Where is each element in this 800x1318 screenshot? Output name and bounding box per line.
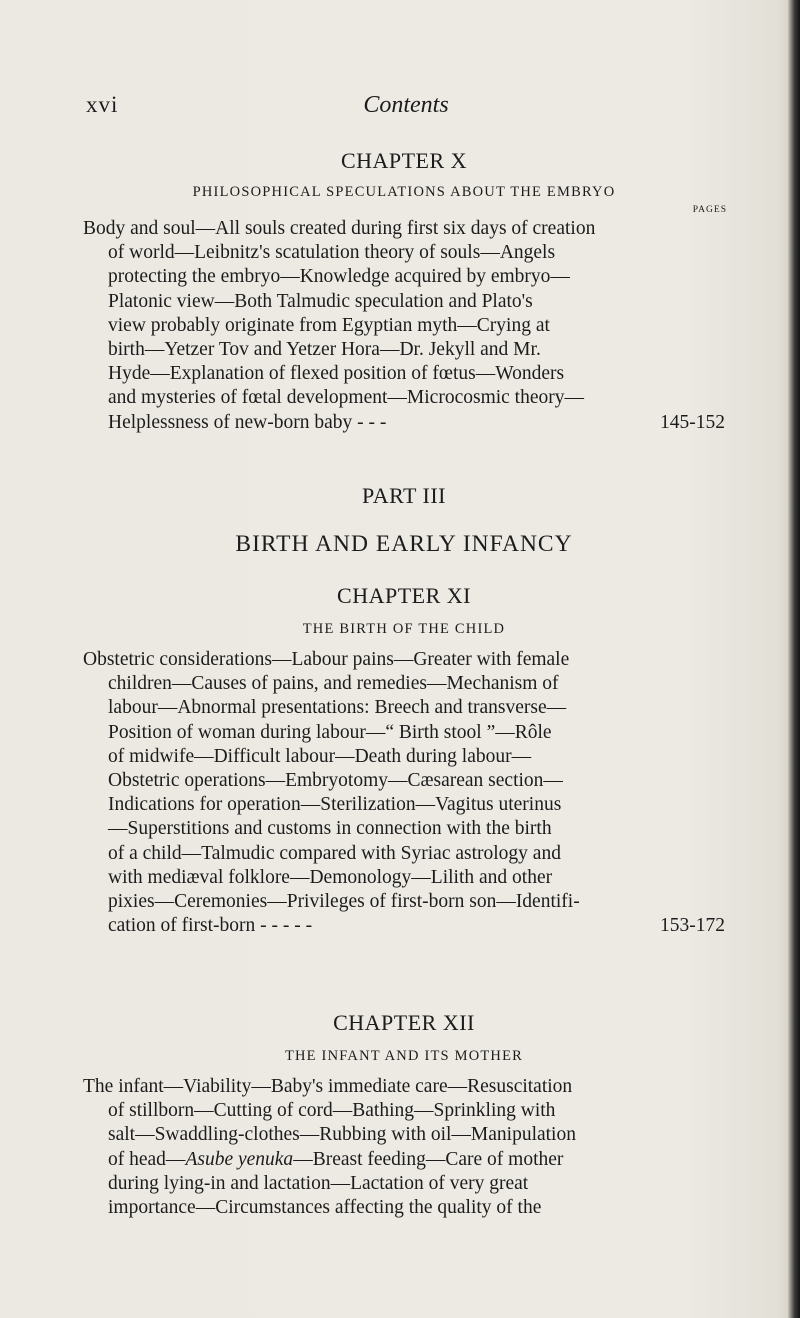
chapter-xi-subtitle: THE BIRTH OF THE CHILD: [302, 621, 506, 637]
chapter-xi-heading: CHAPTER XI: [337, 583, 471, 608]
page-range: 145-152: [660, 411, 725, 433]
summary-line: Obstetric considerations—Labour pains—Greater with female: [83, 649, 570, 670]
summary-line: of stillborn—Cutting of cord—Bathing—Sprinkling with: [108, 1100, 556, 1122]
summary-last-line: [83, 411, 725, 435]
summary-line: birth—Yetzer Tov and Yetzer Hora—Dr. Jekyll and Mr.: [108, 339, 541, 361]
page-header: [86, 92, 726, 132]
page-edge-shadow: [788, 0, 800, 1318]
summary-line: labour—Abnormal presentations: Breech and transverse—: [108, 697, 567, 719]
summary-line-text: cation of first-born - - - - -: [108, 915, 313, 937]
summary-line: importance—Circumstances affecting the quality of the: [108, 1197, 542, 1219]
summary-line: Position of woman during labour—“ Birth stool ”—Rôle: [108, 721, 552, 743]
part-iii-section: [83, 483, 725, 558]
italic-term: Asube yenuka: [185, 1148, 294, 1170]
chapter-xi-summary: [83, 648, 725, 938]
summary-line: with mediæval folklore—Demonology—Lilith and other: [108, 866, 553, 888]
page-number: xvi: [86, 92, 119, 117]
summary-line: pixies—Ceremonies—Privileges of first-born son—Identifi-: [108, 891, 580, 913]
summary-last-line: [83, 914, 725, 938]
summary-line: children—Causes of pains, and remedies—Mechanism of: [108, 673, 559, 695]
summary-line: Obstetric operations—Embryotomy—Cæsarean section—: [108, 770, 563, 792]
chapter-x-heading: CHAPTER X: [340, 148, 468, 173]
page-range: 153-172: [660, 915, 725, 937]
chapter-xii-summary: [83, 1075, 725, 1220]
summary-line: during lying-in and lactation—Lactation of very great: [108, 1172, 529, 1194]
chapter-xii-heading: CHAPTER XII: [333, 1010, 475, 1035]
summary-line: protecting the embryo—Knowledge acquired by embryo—: [108, 266, 570, 288]
summary-line-text: Helplessness of new-born baby - - -: [108, 411, 387, 433]
summary-line: The infant—Viability—Baby's immediate care—Resuscitation: [83, 1076, 573, 1097]
summary-line: of midwife—Difficult labour—Death during labour—: [108, 745, 532, 767]
summary-line: of world—Leibnitz's scatulation theory of souls—Angels: [108, 242, 556, 264]
summary-line: Body and soul—All souls created during first six days of creation: [83, 218, 596, 239]
chapter-xi-section: [83, 583, 725, 938]
chapter-xii-section: [83, 1010, 725, 1220]
summary-line-end: —Breast feeding—Care of mother: [293, 1148, 564, 1170]
part-iii-heading: PART III: [362, 483, 446, 508]
chapter-x-section: [83, 148, 725, 435]
pages-column-label: PAGES: [692, 205, 727, 215]
summary-line-start: of head—: [108, 1148, 186, 1170]
summary-line: and mysteries of fœtal development—Microcosmic theory—: [108, 387, 584, 409]
summary-line: salt—Swaddling-clothes—Rubbing with oil—Manipulation: [108, 1124, 576, 1146]
chapter-x-summary: [83, 217, 725, 435]
summary-line: —Superstitions and customs in connection with the birth: [108, 818, 552, 840]
chapter-x-subtitle: PHILOSOPHICAL SPECULATIONS ABOUT THE EMBRYO: [192, 184, 616, 200]
running-title: Contents: [363, 92, 449, 118]
chapter-xii-subtitle: THE INFANT AND ITS MOTHER: [284, 1048, 524, 1064]
part-iii-title: BIRTH AND EARLY INFANCY: [235, 531, 573, 557]
summary-line: Hyde—Explanation of flexed position of fœtus—Wonders: [108, 363, 565, 385]
summary-line: Indications for operation—Sterilization—Vagitus uterinus: [108, 794, 562, 816]
summary-line: view probably originate from Egyptian myth—Crying at: [108, 314, 550, 336]
summary-line-with-italic: [83, 1148, 725, 1172]
summary-line: of a child—Talmudic compared with Syriac astrology and: [108, 842, 561, 864]
summary-line: Platonic view—Both Talmudic speculation and Plato's: [108, 290, 533, 312]
